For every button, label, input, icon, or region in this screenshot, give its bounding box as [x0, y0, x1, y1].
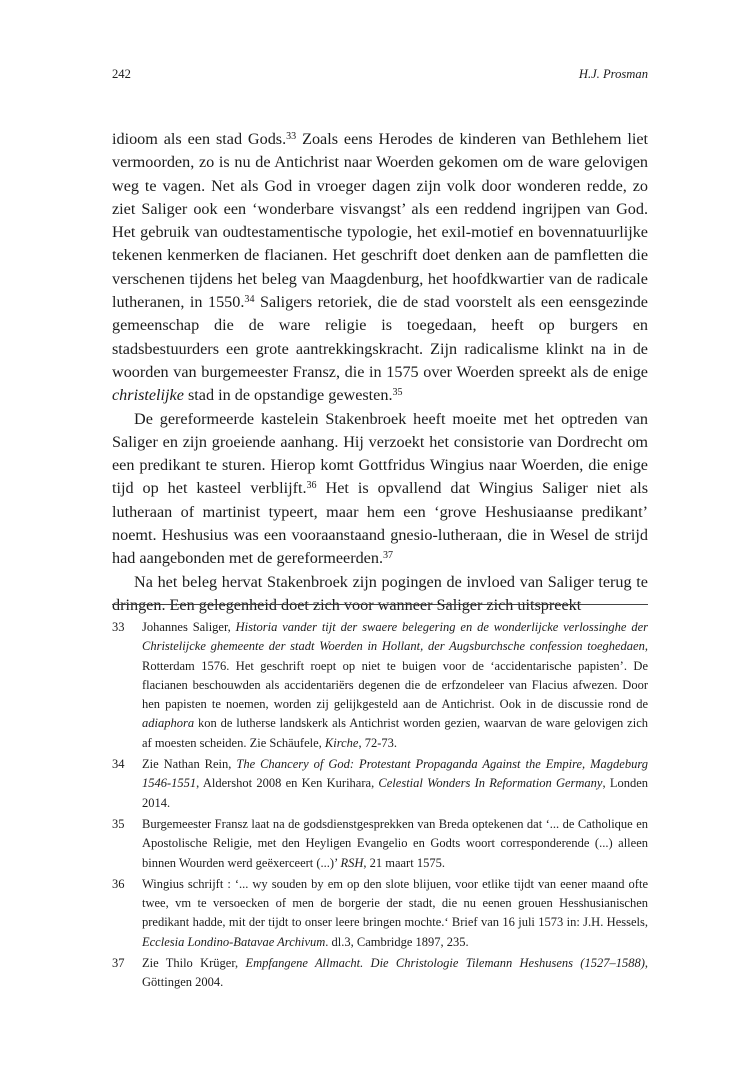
page-number: 242 — [112, 67, 131, 81]
italic-title: The Chancery of God: Protestant Propaganda Against the Empire, Magdeburg 1546-1551 — [142, 757, 648, 791]
text-run: , Rotterdam 1576. Het geschrift roept op niet te buigen voor de ‘accidentarische papisten’. De flacianen beschouwden als accidentariërs degenen die de erfzondeleer van Flacius afwezen. Door hen papisten te noemen, worden zij gelijkgesteld aan de Antichrist. Ook in de discussie rond de — [142, 639, 648, 712]
italic-title: Ecclesia Londino-Batavae Archivum — [142, 934, 326, 949]
footnote-number: 34 — [112, 757, 125, 772]
footnote-33 — [112, 618, 648, 753]
footnote-ref-34[interactable]: 34 — [244, 294, 255, 306]
text-run: , Göttingen 2004. — [142, 956, 648, 990]
footnote-separator — [112, 604, 648, 605]
text-run: Saligers retoriek, die de stad voorstelt als een eensgezinde gemeenschap die de ware religie is toegedaan, heeft op burgers en stadsbestuurders een grote aantrekkingskracht. Zijn radicalisme klinkt na in de woorden van burgemeester Fransz, die in 1575 over Woerden spreekt als de enige — [112, 293, 648, 381]
footnote-37 — [112, 954, 648, 993]
text-run: , 72-73. — [358, 735, 398, 750]
text-run: Burgemeester Fransz laat na de godsdienstgesprekken van Breda optekenen dat ‘... de Catholique en Apostolische Religie, met den Heyligen Evangelio en Godts woort corresponderende (...) alleen binnen Wourden werd geëxerceert (...)’ — [142, 816, 648, 870]
text-run: , 21 maart 1575. — [363, 855, 445, 870]
footnote-ref-33[interactable]: 33 — [286, 130, 297, 142]
footnotes-section — [112, 618, 648, 995]
text-run: De gereformeerde kastelein Stakenbroek heeft moeite met het optreden van Saliger en zijn groeiende aanhang. Hij verzoekt het consistorie van Dordrecht om een predikant te sturen. Hierop komt Gottfridus Wingius naar Woerden, die enige tijd op het kasteel verblijft. — [112, 409, 648, 498]
page-header — [112, 64, 648, 84]
text-run: Na het beleg hervat Stakenbroek zijn pogingen de invloed van Saliger terug te dringen. Een gelegenheid doet zich voor wanneer Saliger zich uitspreekt — [112, 572, 648, 614]
text-run: Zoals eens Herodes de kinderen van Bethlehem liet vermoorden, zo is nu de Antichrist naar Woerden gekomen om de ware gelovigen weg te vagen. Net als God in vroeger dagen zijn volk door wonderen redde, zo ziet Saliger ook een ‘wonderbare visvangst’ als een reddend ingrijpen van God. Het gebruik van oudtestamentische typologie, het exil-motief en bovennatuurlijke tekenen kenmerken de flacianen. Het geschrift doet denken aan de pamfletten die verschenen tijdens het beleg van Maagdenburg, het hoofdkwartier van de radicale lutheranen, in 1550. — [112, 130, 648, 312]
italic-title: Kirche — [324, 735, 359, 750]
italic-title: Historia vander tijt der swaere belegering en de wonderlijcke verlossinghe der Christelijcke ghemeente der stadt Woerden in Hollant, der Augsburchsche confession toeghedaen — [142, 620, 648, 654]
text-run: Wingius schrijft : ‘... wy souden by em op den slote blijuen, voor etlike tijdt van eener maand ofte twee, vm te versoecken of men de borgerie der stadt, die nu eenen grouen Hesshusianischen predikant hadde, mit der tijdt to onser leere bringen mochte.‘ Brief van 16 juli 1573 in: J.H. Hessels, — [142, 876, 648, 930]
italic-term: adiaphora — [142, 716, 195, 731]
italic-title: Empfangene Allmacht. Die Christologie Tilemann Heshusens (1527–1588) — [245, 956, 645, 971]
body-paragraph-1 — [112, 128, 648, 408]
footnote-ref-36[interactable]: 36 — [306, 480, 317, 492]
footnote-35 — [112, 815, 648, 873]
footnote-36 — [112, 875, 648, 952]
text-run: , Aldershot 2008 en Ken Kurihara, — [196, 776, 379, 791]
text-run: idioom als een stad Gods. — [112, 130, 287, 148]
body-paragraph-3 — [112, 571, 648, 618]
body-paragraph-2 — [112, 408, 648, 571]
text-run: . dl.3, Cambridge 1897, 235. — [325, 934, 469, 949]
text-run: Johannes Saliger, — [142, 620, 236, 634]
main-text — [112, 128, 648, 617]
text-run: Zie Nathan Rein, — [142, 757, 237, 772]
italic-term: christelijke — [112, 386, 184, 405]
italic-title: RSH — [340, 855, 364, 870]
footnote-number: 35 — [112, 816, 125, 831]
text-run: Zie Thilo Krüger, — [142, 956, 246, 971]
running-head-author: H.J. Prosman — [578, 67, 648, 81]
footnote-ref-37[interactable]: 37 — [383, 550, 394, 562]
text-run: kon de lutherse landskerk als Antichrist worden gezien, waarvan de ware gelovigen zich af moesten scheiden. Zie Schäufele, — [142, 716, 648, 750]
text-run: Het is opvallend dat Wingius Saliger niet als lutheraan of martinist typeert, maar hem een ‘grove Heshusiaanse predikant’ noemt. Heshusius was een vooraanstaand gnesio-lutheraan, die in Wesel de strijd had aangebonden met de gereformeerden. — [112, 479, 648, 568]
footnote-34 — [112, 755, 648, 813]
footnote-number: 37 — [112, 956, 125, 971]
text-run: , Londen 2014. — [142, 776, 649, 810]
text-run: stad in de opstandige gewesten. — [183, 386, 393, 405]
footnote-ref-35[interactable]: 35 — [392, 387, 403, 399]
footnote-number: 33 — [112, 620, 125, 634]
footnote-number: 36 — [112, 876, 125, 891]
italic-title: Celestial Wonders In Reformation Germany — [378, 776, 603, 791]
